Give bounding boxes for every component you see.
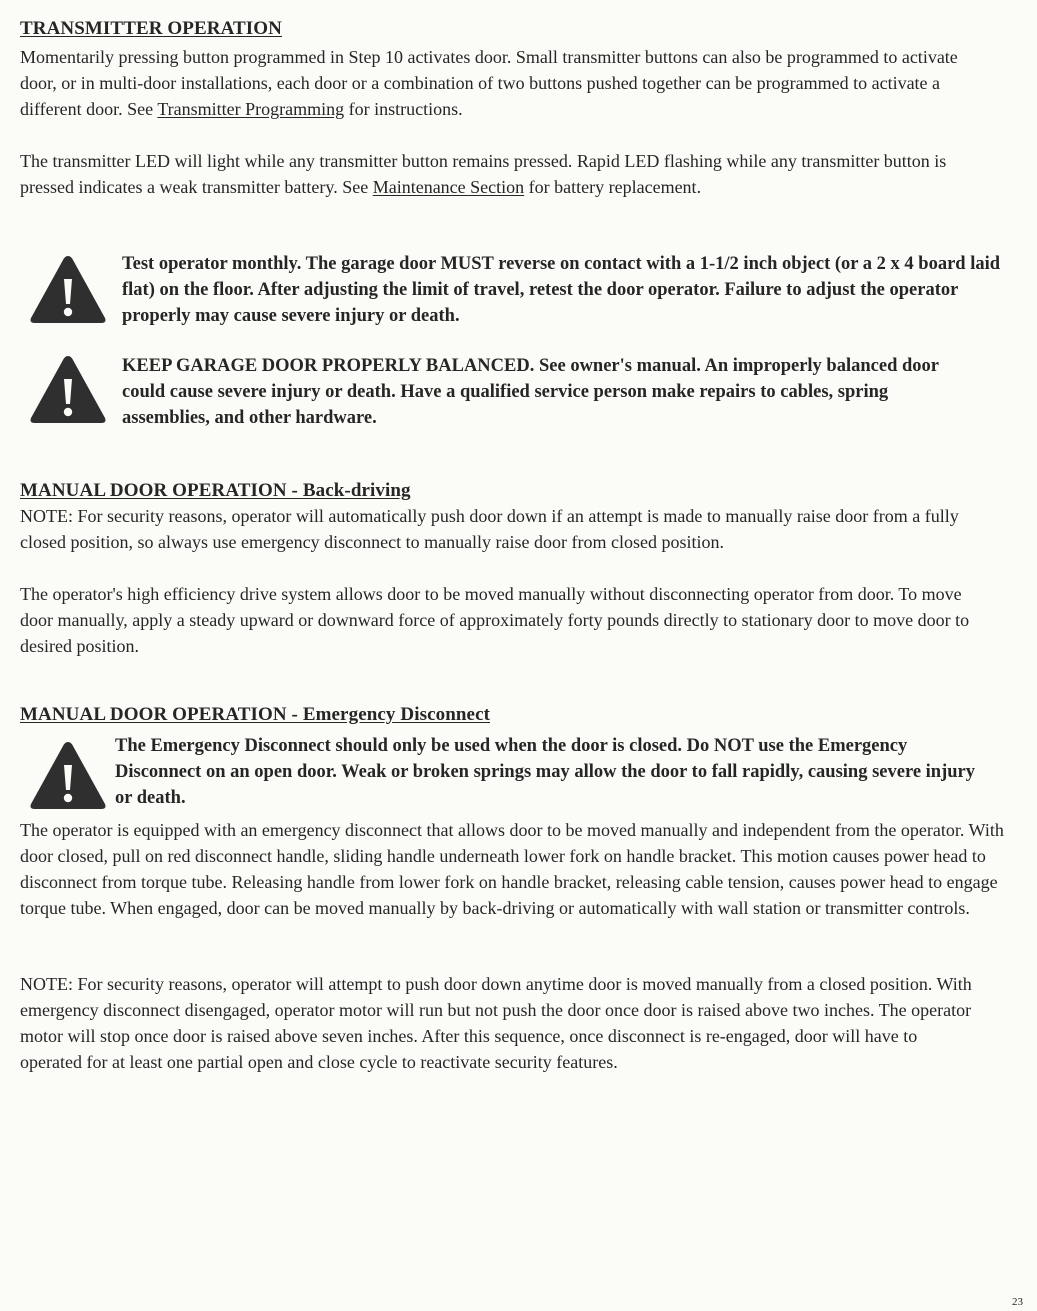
transmitter-p2-text-a: The transmitter LED will light while any transmitter button remains pressed. Rapid LED flashing while any transmitter button is pressed indicates a weak transmitter battery. See xyxy=(20,151,947,197)
backdriving-heading: MANUAL DOOR OPERATION - Back-driving xyxy=(20,480,411,501)
warning-balance: KEEP GARAGE DOOR PROPERLY BALANCED. See owner's manual. An improperly balanced door could cause severe injury or death. Have a qualified service person make repairs to cables, spring assemblies, and other hardware. xyxy=(122,356,939,428)
warning-triangle-icon xyxy=(28,738,108,812)
warning-test-operator: Test operator monthly. The garage door MUST reverse on contact with a 1-1/2 inch object (or a 2 x 4 board laid flat) on the floor. After adjusting the limit of travel, retest the door operator. Failure to adjust the operator properly may cause severe injury or death. xyxy=(122,254,1001,326)
backdriving-note: NOTE: For security reasons, operator will automatically push door down if an attempt is made to manually raise door from a fully closed position, so always use emergency disconnect to manually raise door from closed position. xyxy=(20,506,959,552)
page-number: 23 xyxy=(1012,1296,1023,1308)
emergency-body: The operator is equipped with an emergency disconnect that allows door to be moved manually and independent from the operator. With door closed, pull on red disconnect handle, sliding handle underneath lower fork on handle bracket. This motion causes power head to disconnect from torque tube. Releasing handle from lower fork on handle bracket, releasing cable tension, causes power head to engage torque tube. When engaged, door can be moved manually by back-driving or automatically with wall station or transmitter controls. xyxy=(20,820,1004,918)
emergency-note: NOTE: For security reasons, operator will attempt to push door down anytime door is moved manually from a closed position. With emergency disconnect disengaged, operator motor will run but not push the door once door is raised above two inches. The operator motor will stop once door is raised above seven inches. After this sequence, once disconnect is re-engaged, door will have to operated for at least one partial open and close cycle to reactivate security features. xyxy=(20,974,972,1072)
warning-triangle-icon xyxy=(28,252,108,326)
transmitter-p2-text-b: for battery replacement. xyxy=(524,177,702,197)
transmitter-paragraph-1 xyxy=(20,44,980,122)
warning-triangle-icon xyxy=(28,352,108,426)
maintenance-section-link[interactable]: Maintenance Section xyxy=(372,177,525,197)
emergency-warning: The Emergency Disconnect should only be used when the door is closed. Do NOT use the Emergency Disconnect on an open door. Weak or broken springs may allow the door to fall rapidly, causing severe injury or death. xyxy=(115,736,975,808)
transmitter-programming-link[interactable]: Transmitter Programming xyxy=(157,99,345,119)
backdriving-body: The operator's high efficiency drive system allows door to be moved manually without disconnecting operator from door. To move door manually, apply a steady upward or downward force of approximately forty pounds directly to stationary door to move door to desired position. xyxy=(20,584,970,656)
transmitter-p1-text-b: for instructions. xyxy=(344,99,463,119)
transmitter-p1-text-a: Momentarily pressing button programmed in Step 10 activates door. Small transmitter buttons can also be programmed to activate door, or in multi-door installations, each door or a combination of two buttons pushed together can be programmed to activate a different door. See xyxy=(20,47,958,119)
emergency-heading: MANUAL DOOR OPERATION - Emergency Disconnect xyxy=(20,704,491,725)
transmitter-paragraph-2 xyxy=(20,148,990,200)
transmitter-heading: TRANSMITTER OPERATION xyxy=(20,18,282,39)
